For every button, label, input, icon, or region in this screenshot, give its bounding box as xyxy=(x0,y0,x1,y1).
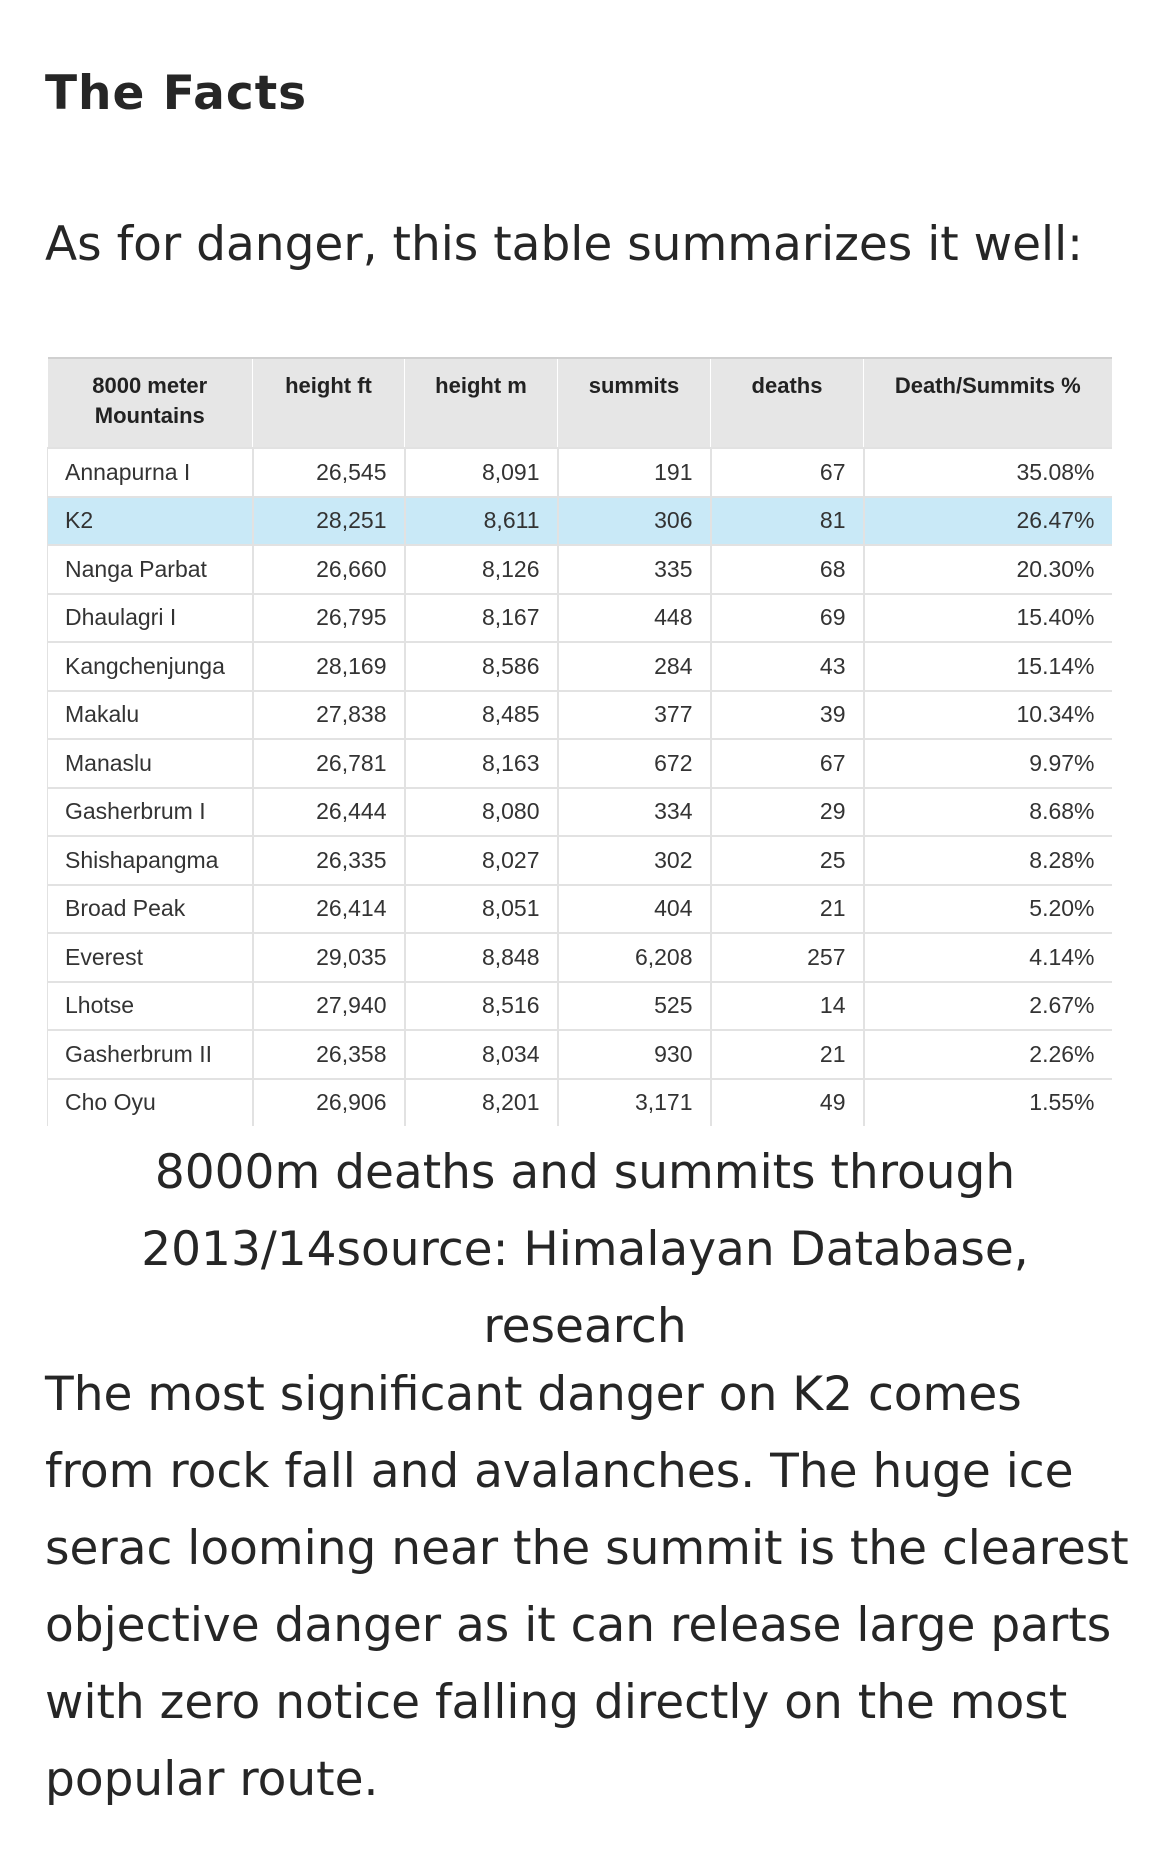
table-row xyxy=(48,836,1112,885)
table-row xyxy=(48,594,1112,643)
cell-mountain: Nanga Parbat xyxy=(48,545,253,594)
caption-line-1: 8000m deaths and summits through xyxy=(154,1145,1016,1200)
cell-summits: 335 xyxy=(558,545,711,594)
cell-height-m: 8,167 xyxy=(405,594,558,643)
cell-summits: 525 xyxy=(558,982,711,1031)
cell-mountain: Manaslu xyxy=(48,739,253,788)
cell-deaths: 81 xyxy=(711,497,864,546)
cell-height-ft: 28,169 xyxy=(253,642,405,691)
cell-deaths: 257 xyxy=(711,933,864,982)
col-header-height-m: height m xyxy=(405,358,558,448)
cell-mountain: Cho Oyu xyxy=(48,1079,253,1127)
cell-deaths: 21 xyxy=(711,1030,864,1079)
table-row xyxy=(48,691,1112,740)
cell-mountain: Broad Peak xyxy=(48,885,253,934)
cell-height-m: 8,126 xyxy=(405,545,558,594)
cell-summits: 6,208 xyxy=(558,933,711,982)
cell-height-ft: 26,358 xyxy=(253,1030,405,1079)
cell-death-summit-ratio: 1.55% xyxy=(864,1079,1112,1127)
cell-deaths: 67 xyxy=(711,448,864,497)
cell-height-ft: 27,940 xyxy=(253,982,405,1031)
cell-death-summit-ratio: 8.68% xyxy=(864,788,1112,837)
col-header-deaths: deaths xyxy=(711,358,864,448)
cell-height-ft: 26,414 xyxy=(253,885,405,934)
table-row xyxy=(48,642,1112,691)
table-row xyxy=(48,1030,1112,1079)
cell-summits: 306 xyxy=(558,497,711,546)
cell-summits: 448 xyxy=(558,594,711,643)
cell-deaths: 14 xyxy=(711,982,864,1031)
table-row xyxy=(48,982,1112,1031)
cell-death-summit-ratio: 2.67% xyxy=(864,982,1112,1031)
cell-mountain: Lhotse xyxy=(48,982,253,1031)
table-row xyxy=(48,545,1112,594)
cell-height-m: 8,051 xyxy=(405,885,558,934)
cell-death-summit-ratio: 4.14% xyxy=(864,933,1112,982)
cell-death-summit-ratio: 15.40% xyxy=(864,594,1112,643)
table-row xyxy=(48,739,1112,788)
cell-mountain: Dhaulagri I xyxy=(48,594,253,643)
cell-height-ft: 28,251 xyxy=(253,497,405,546)
cell-summits: 930 xyxy=(558,1030,711,1079)
cell-mountain: Kangchenjunga xyxy=(48,642,253,691)
cell-death-summit-ratio: 20.30% xyxy=(864,545,1112,594)
caption-line-2: 2013/14source: Himalayan Database, research xyxy=(141,1222,1029,1354)
cell-death-summit-ratio: 35.08% xyxy=(864,448,1112,497)
cell-summits: 672 xyxy=(558,739,711,788)
cell-height-ft: 26,545 xyxy=(253,448,405,497)
cell-death-summit-ratio: 9.97% xyxy=(864,739,1112,788)
table-row xyxy=(48,1079,1112,1127)
cell-deaths: 69 xyxy=(711,594,864,643)
cell-death-summit-ratio: 10.34% xyxy=(864,691,1112,740)
table-row xyxy=(48,788,1112,837)
mountains-table xyxy=(47,357,1112,1126)
cell-summits: 404 xyxy=(558,885,711,934)
section-heading: The Facts xyxy=(45,66,308,121)
cell-height-ft: 26,335 xyxy=(253,836,405,885)
cell-mountain: Gasherbrum I xyxy=(48,788,253,837)
cell-height-ft: 26,781 xyxy=(253,739,405,788)
cell-deaths: 68 xyxy=(711,545,864,594)
cell-height-m: 8,611 xyxy=(405,497,558,546)
table-body xyxy=(48,448,1112,1126)
table-row xyxy=(48,933,1112,982)
cell-mountain: Makalu xyxy=(48,691,253,740)
cell-summits: 3,171 xyxy=(558,1079,711,1127)
cell-deaths: 25 xyxy=(711,836,864,885)
cell-height-ft: 26,795 xyxy=(253,594,405,643)
cell-deaths: 29 xyxy=(711,788,864,837)
cell-height-m: 8,080 xyxy=(405,788,558,837)
table-header-row xyxy=(48,358,1112,448)
cell-height-ft: 26,660 xyxy=(253,545,405,594)
cell-death-summit-ratio: 2.26% xyxy=(864,1030,1112,1079)
col-header-mountain: 8000 meter Mountains xyxy=(48,358,253,448)
cell-deaths: 49 xyxy=(711,1079,864,1127)
cell-deaths: 67 xyxy=(711,739,864,788)
cell-mountain: Gasherbrum II xyxy=(48,1030,253,1079)
cell-height-ft: 26,444 xyxy=(253,788,405,837)
col-header-death-summit-ratio: Death/Summits % xyxy=(864,358,1112,448)
cell-mountain: Shishapangma xyxy=(48,836,253,885)
cell-mountain: K2 xyxy=(48,497,253,546)
table-row xyxy=(48,885,1112,934)
cell-death-summit-ratio: 15.14% xyxy=(864,642,1112,691)
cell-deaths: 21 xyxy=(711,885,864,934)
cell-death-summit-ratio: 5.20% xyxy=(864,885,1112,934)
cell-height-m: 8,848 xyxy=(405,933,558,982)
cell-height-m: 8,201 xyxy=(405,1079,558,1127)
cell-height-ft: 27,838 xyxy=(253,691,405,740)
cell-height-m: 8,027 xyxy=(405,836,558,885)
cell-summits: 191 xyxy=(558,448,711,497)
cell-height-m: 8,163 xyxy=(405,739,558,788)
intro-paragraph: As for danger, this table summarizes it well: xyxy=(45,217,1083,272)
col-header-summits: summits xyxy=(558,358,711,448)
table-caption xyxy=(40,1134,1130,1365)
cell-deaths: 39 xyxy=(711,691,864,740)
cell-height-ft: 26,906 xyxy=(253,1079,405,1127)
table-row xyxy=(48,448,1112,497)
cell-height-m: 8,586 xyxy=(405,642,558,691)
cell-height-ft: 29,035 xyxy=(253,933,405,982)
cell-mountain: Everest xyxy=(48,933,253,982)
cell-height-m: 8,034 xyxy=(405,1030,558,1079)
cell-summits: 334 xyxy=(558,788,711,837)
cell-deaths: 43 xyxy=(711,642,864,691)
cell-summits: 284 xyxy=(558,642,711,691)
cell-death-summit-ratio: 26.47% xyxy=(864,497,1112,546)
cell-summits: 302 xyxy=(558,836,711,885)
body-paragraph: The most significant danger on K2 comes from rock fall and avalanches. The huge ice serac looming near the summit is the clearest objective danger as it can release large parts with zero notice falling directly on the most popular route. xyxy=(45,1367,1129,1807)
cell-height-m: 8,091 xyxy=(405,448,558,497)
table-row xyxy=(48,497,1112,546)
cell-death-summit-ratio: 8.28% xyxy=(864,836,1112,885)
col-header-height-ft: height ft xyxy=(253,358,405,448)
cell-mountain: Annapurna I xyxy=(48,448,253,497)
mountains-table-container xyxy=(47,357,1111,1126)
cell-height-m: 8,485 xyxy=(405,691,558,740)
cell-height-m: 8,516 xyxy=(405,982,558,1031)
cell-summits: 377 xyxy=(558,691,711,740)
